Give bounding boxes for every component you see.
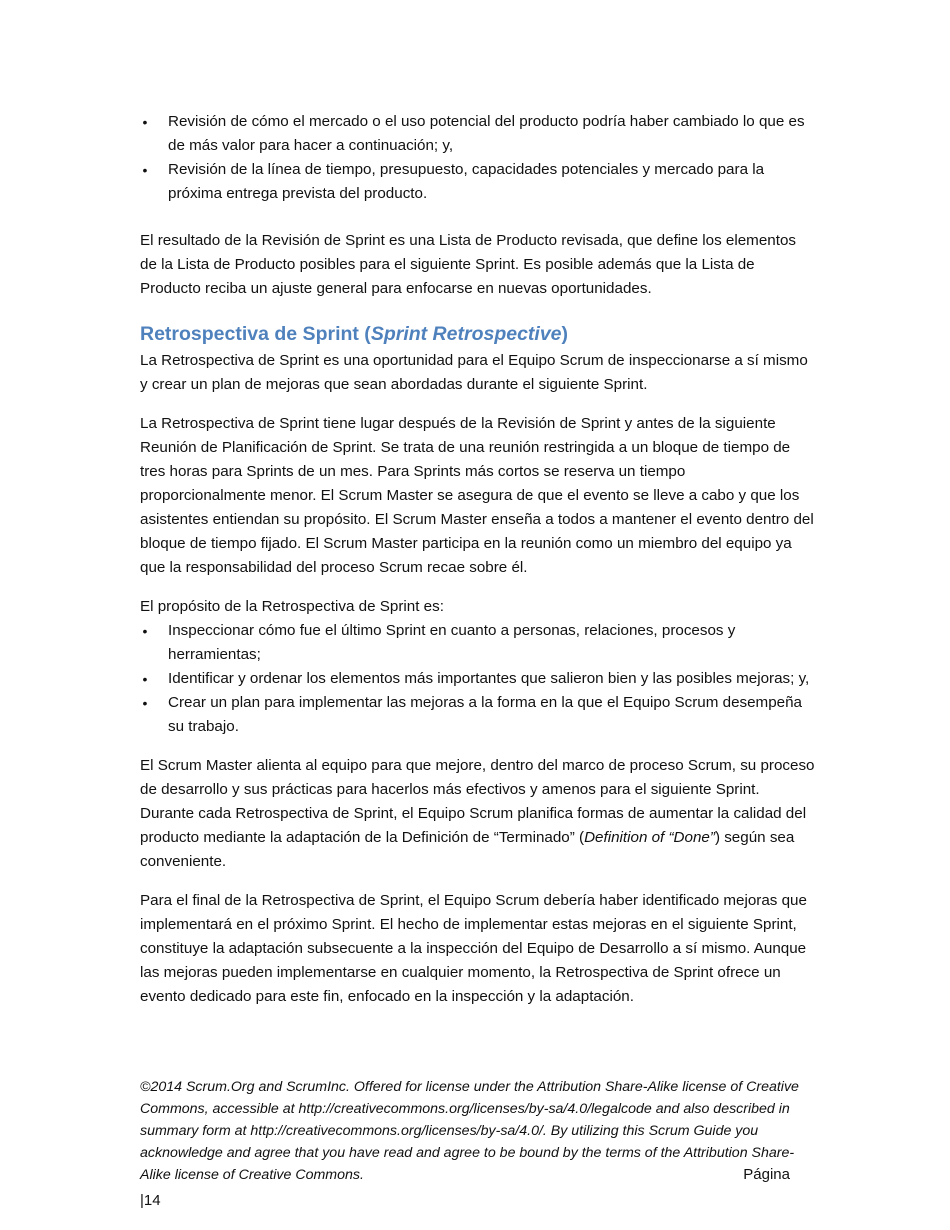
list-item-text: Inspeccionar cómo fue el último Sprint en cuanto a personas, relaciones, procesos y herramientas; bbox=[168, 622, 736, 663]
list-item bbox=[140, 158, 815, 206]
review-result-paragraph: El resultado de la Revisión de Sprint es una Lista de Producto revisada, que define los elementos de la Lista de Producto posibles para el siguiente Sprint. Es posible además que la Lista de Producto reciba un ajuste general para enfocarse en nuevas oportunidades. bbox=[140, 232, 796, 297]
list-item-text: Crear un plan para implementar las mejoras a la forma en la que el Equipo Scrum desempeña su trabajo. bbox=[168, 694, 802, 735]
page-number: |14 bbox=[140, 1192, 161, 1209]
review-bullet-list bbox=[140, 110, 815, 206]
section-heading bbox=[140, 321, 815, 347]
intro-paragraph: La Retrospectiva de Sprint es una oportunidad para el Equipo Scrum de inspeccionarse a sí mismo y crear un plan de mejoras que sean abordadas durante el siguiente Sprint. bbox=[140, 352, 808, 393]
list-item-text: Revisión de cómo el mercado o el uso potencial del producto podría haber cambiado lo que es de más valor para hacer a continuación; y, bbox=[168, 113, 805, 154]
license-footer bbox=[140, 1076, 800, 1186]
page-label: Página bbox=[743, 1166, 790, 1183]
list-item bbox=[140, 667, 815, 691]
scrum-master-text-end: ) según sea conveniente. bbox=[140, 829, 795, 870]
list-item bbox=[140, 110, 815, 158]
bullet-icon: • bbox=[142, 114, 148, 130]
bullet-icon: • bbox=[142, 623, 148, 639]
license-text: ©2014 Scrum.Org and ScrumInc. Offered for license under the Attribution Share-Alike license of Creative Commons, accessible at http://creativecommons.org/licenses/by-sa/4.0/legalcode and also described in summary form at http://creativecommons.org/licenses/by-sa/4.0/. By utilizing this Scrum Guide you acknowledge and agree that you have read and agree to be bound by the terms of the Attribution Share-Alike license of Creative Commons. bbox=[140, 1079, 799, 1183]
scrum-master-paragraph bbox=[140, 754, 815, 874]
page-content bbox=[140, 110, 815, 1009]
purpose-intro: El propósito de la Retrospectiva de Sprint es: bbox=[140, 598, 444, 615]
list-item bbox=[140, 619, 815, 667]
bullet-icon: • bbox=[142, 695, 148, 711]
bullet-icon: • bbox=[142, 162, 148, 178]
list-item bbox=[140, 691, 815, 739]
timing-paragraph: La Retrospectiva de Sprint tiene lugar después de la Revisión de Sprint y antes de la siguiente Reunión de Planificación de Sprint. Se trata de una reunión restringida a un bloque de tiempo de tres horas para Sprints de un mes. Para Sprints más cortos se reserva un tiempo proporcionalmente menor. El Scrum Master se asegura de que el evento se lleve a cabo y que los asistentes entiendan su propósito. El Scrum Master enseña a todos a mantener el evento dentro del bloque de tiempo fijado. El Scrum Master participa en la reunión como un miembro del equipo ya que la responsabilidad del proceso Scrum recae sobre él. bbox=[140, 415, 814, 576]
list-item-text: Revisión de la línea de tiempo, presupuesto, capacidades potenciales y mercado para la próxima entrega prevista del producto. bbox=[168, 161, 765, 202]
scrum-master-text-start: El Scrum Master alienta al equipo para que mejore, dentro del marco de proceso Scrum, su proceso de desarrollo y sus prácticas para hacerlos más efectivos y amenos para el siguiente Sprint. Durante cada Retrospectiva de Sprint, el Equipo Scrum planifica formas de aumentar la calidad del producto mediante la adaptación de la Definición de “Terminado” ( bbox=[140, 757, 815, 846]
definition-of-done-italic: Definition of “Done” bbox=[584, 829, 715, 846]
list-item-text: Identificar y ordenar los elementos más importantes que salieron bien y las posibles mejoras; y, bbox=[168, 670, 810, 687]
heading-suffix: ) bbox=[561, 323, 569, 345]
bullet-icon: • bbox=[142, 671, 148, 687]
closing-paragraph: Para el final de la Retrospectiva de Sprint, el Equipo Scrum debería haber identificado mejoras que implementará en el próximo Sprint. El hecho de implementar estas mejoras en el siguiente Sprint, constituye la adaptación subsecuente a la inspección del Equipo de Desarrollo a sí mismo. Aunque las mejoras pueden implementarse en cualquier momento, la Retrospectiva de Sprint ofrece un evento dedicado para este fin, enfocado en la inspección y la adaptación. bbox=[140, 892, 807, 1005]
heading-prefix: Retrospectiva de Sprint ( bbox=[140, 323, 371, 345]
heading-italic: Sprint Retrospective bbox=[370, 323, 562, 345]
purpose-bullet-list bbox=[140, 619, 815, 739]
